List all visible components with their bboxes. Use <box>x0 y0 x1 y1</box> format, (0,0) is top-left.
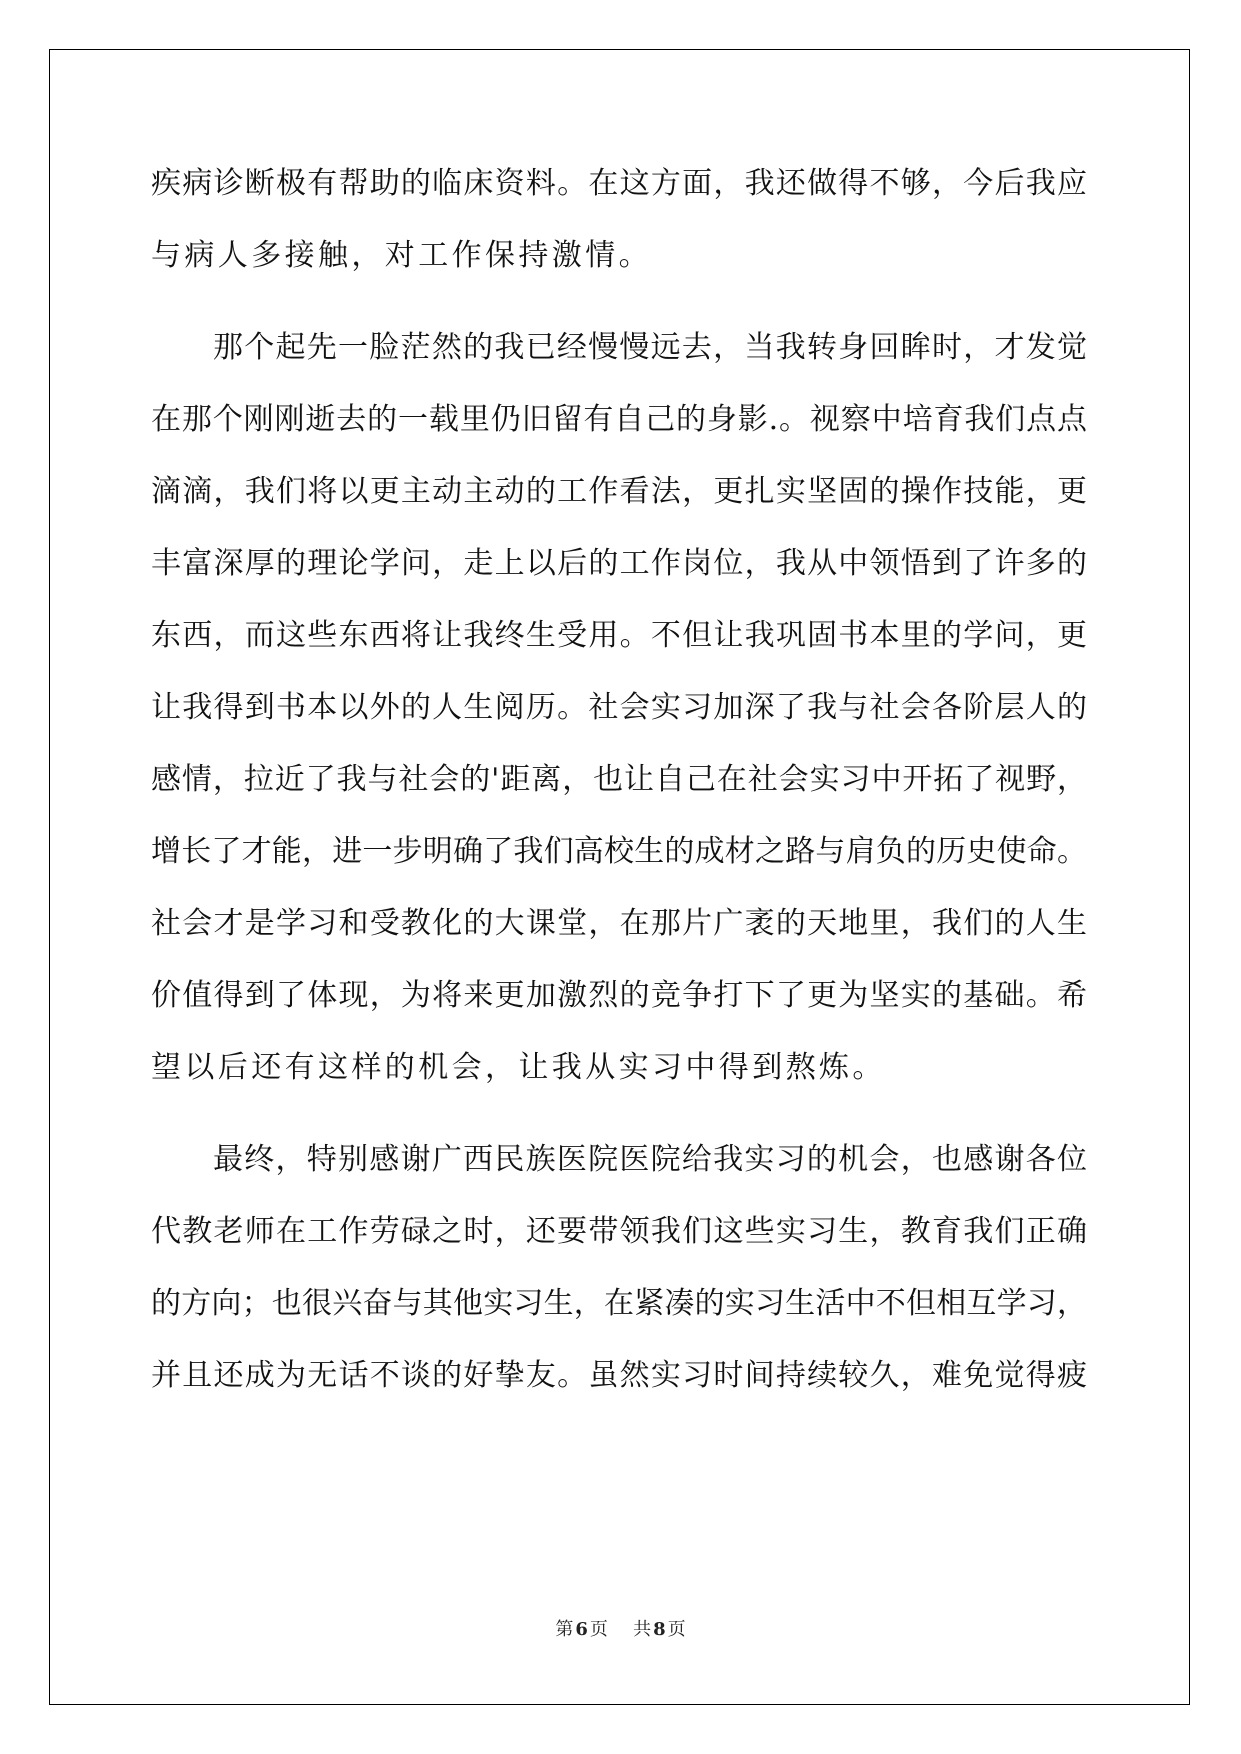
text-line: 社会才是学习和受教化的大课堂，在那片广袤的天地里，我们的人生 <box>151 906 1087 941</box>
total-pages: 共 8 页 <box>633 1619 686 1640</box>
text-line: 疾病诊断极有帮助的临床资料。在这方面，我还做得不够，今后我应 <box>151 166 1087 201</box>
text-line: 让我得到书本以外的人生阅历。社会实习加深了我与社会各阶层人的 <box>151 690 1087 725</box>
text-line: 感情，拉近了我与社会的'距离，也让自己在社会实习中开拓了视野， <box>151 762 1087 797</box>
text-line: 的方向；也很兴奋与其他实习生，在紧凑的实习生活中不但相互学习， <box>151 1286 1087 1321</box>
text-line: 增长了才能，进一步明确了我们高校生的成材之路与肩负的历史使命。 <box>151 834 1087 869</box>
paragraph-first-line: 那个起先一脸茫然的我已经慢慢远去，当我转身回眸时，才发觉 <box>213 330 1087 365</box>
text-line: 丰富深厚的理论学问，走上以后的工作岗位，我从中领悟到了许多的 <box>151 546 1087 581</box>
text-line: 滴滴，我们将以更主动主动的工作看法，更扎实坚固的操作技能，更 <box>151 474 1087 509</box>
text-line: 与病人多接触，对工作保持激情。 <box>151 238 652 273</box>
page-number: 第 6 页 <box>555 1619 608 1640</box>
page-footer <box>0 1618 1241 1642</box>
text-line: 并且还成为无话不谈的好挚友。虽然实习时间持续较久，难免觉得疲 <box>151 1358 1087 1393</box>
text-line: 在那个刚刚逝去的一载里仍旧留有自己的身影.。视察中培育我们点点 <box>151 402 1087 437</box>
text-line: 东西，而这些东西将让我终生受用。不但让我巩固书本里的学问，更 <box>151 618 1087 653</box>
text-line: 望以后还有这样的机会，让我从实习中得到熬炼。 <box>151 1050 886 1085</box>
paragraph-first-line: 最终，特别感谢广西民族医院医院给我实习的机会，也感谢各位 <box>213 1142 1087 1177</box>
text-line: 代教老师在工作劳碌之时，还要带领我们这些实习生，教育我们正确 <box>151 1214 1087 1249</box>
text-line: 价值得到了体现，为将来更加激烈的竞争打下了更为坚实的基础。希 <box>151 978 1087 1013</box>
